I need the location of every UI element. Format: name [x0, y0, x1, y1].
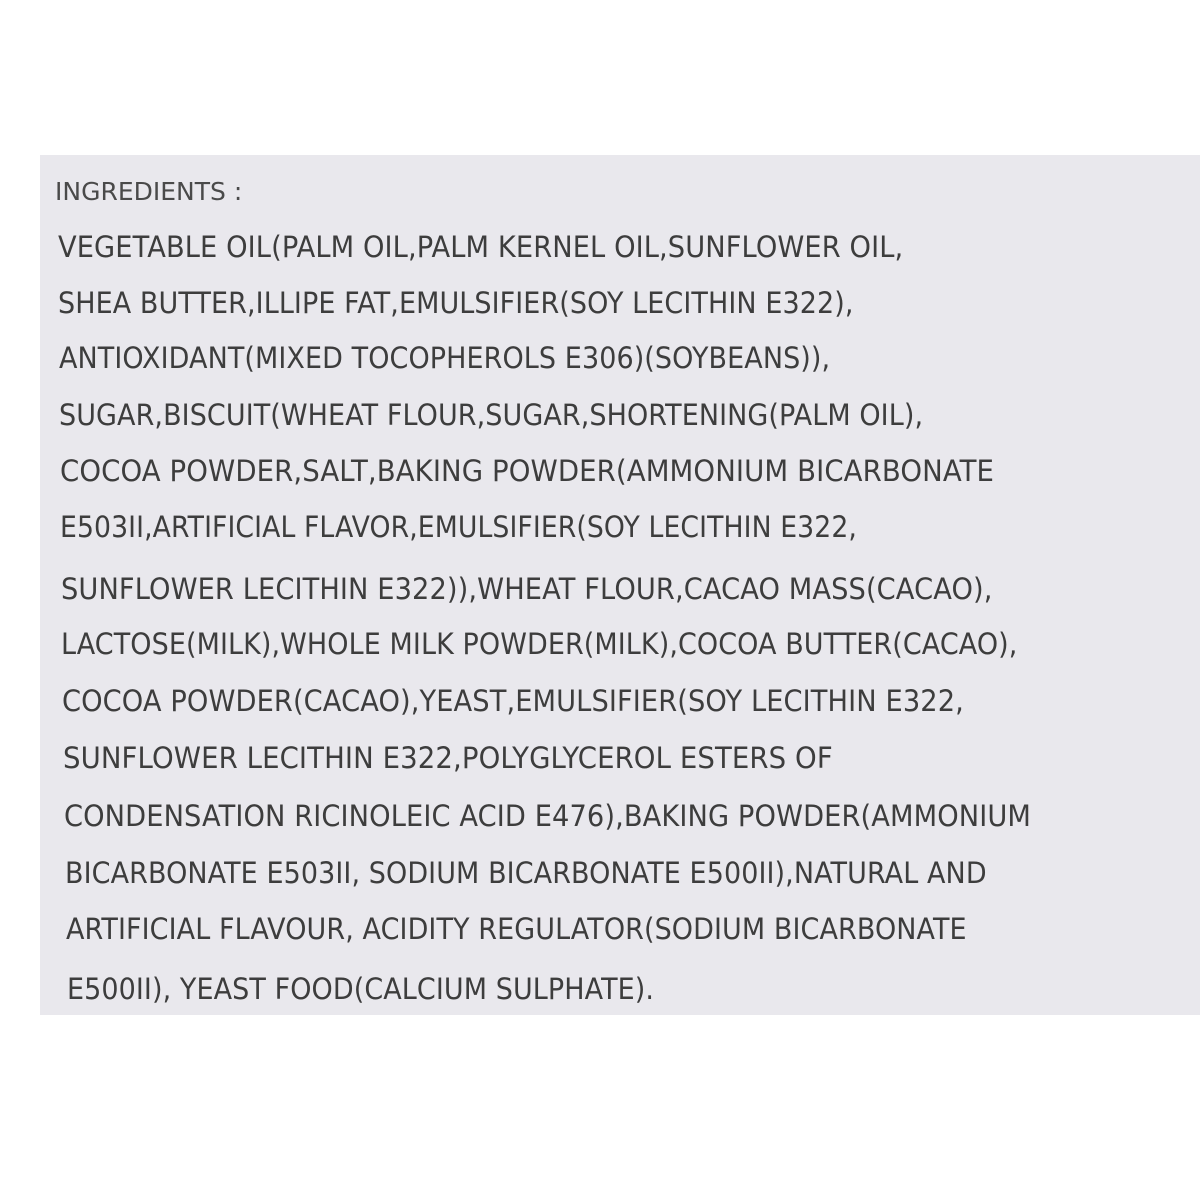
ingredient-line: CONDENSATION RICINOLEIC ACID E476),BAKING POWDER(AMMONIUM: [64, 799, 1032, 833]
ingredient-line: ANTIOXIDANT(MIXED TOCOPHEROLS E306)(SOYBEANS)),: [59, 341, 831, 375]
ingredient-line: VEGETABLE OIL(PALM OIL,PALM KERNEL OIL,SUNFLOWER OIL,: [58, 230, 904, 264]
ingredient-line: COCOA POWDER(CACAO),YEAST,EMULSIFIER(SOY LECITHIN E322,: [62, 684, 964, 718]
ingredient-line: BICARBONATE E503II, SODIUM BICARBONATE E500II),NATURAL AND: [65, 856, 987, 890]
ingredient-line: COCOA POWDER,SALT,BAKING POWDER(AMMONIUM BICARBONATE: [60, 454, 995, 488]
ingredient-line: SUNFLOWER LECITHIN E322,POLYGLYCEROL ESTERS OF: [63, 741, 833, 775]
ingredients-heading: INGREDIENTS :: [55, 177, 243, 206]
ingredient-line: SUNFLOWER LECITHIN E322)),WHEAT FLOUR,CACAO MASS(CACAO),: [61, 572, 993, 606]
ingredient-line: SHEA BUTTER,ILLIPE FAT,EMULSIFIER(SOY LECITHIN E322),: [58, 286, 854, 320]
ingredient-line: E503II,ARTIFICIAL FLAVOR,EMULSIFIER(SOY LECITHIN E322,: [60, 510, 857, 544]
ingredient-line: LACTOSE(MILK),WHOLE MILK POWDER(MILK),COCOA BUTTER(CACAO),: [61, 627, 1018, 661]
ingredient-line: SUGAR,BISCUIT(WHEAT FLOUR,SUGAR,SHORTENING(PALM OIL),: [59, 398, 924, 432]
ingredients-label-panel: [40, 155, 1200, 1015]
ingredient-line: ARTIFICIAL FLAVOUR, ACIDITY REGULATOR(SODIUM BICARBONATE: [66, 912, 967, 946]
ingredient-line: E500II), YEAST FOOD(CALCIUM SULPHATE).: [67, 972, 655, 1006]
